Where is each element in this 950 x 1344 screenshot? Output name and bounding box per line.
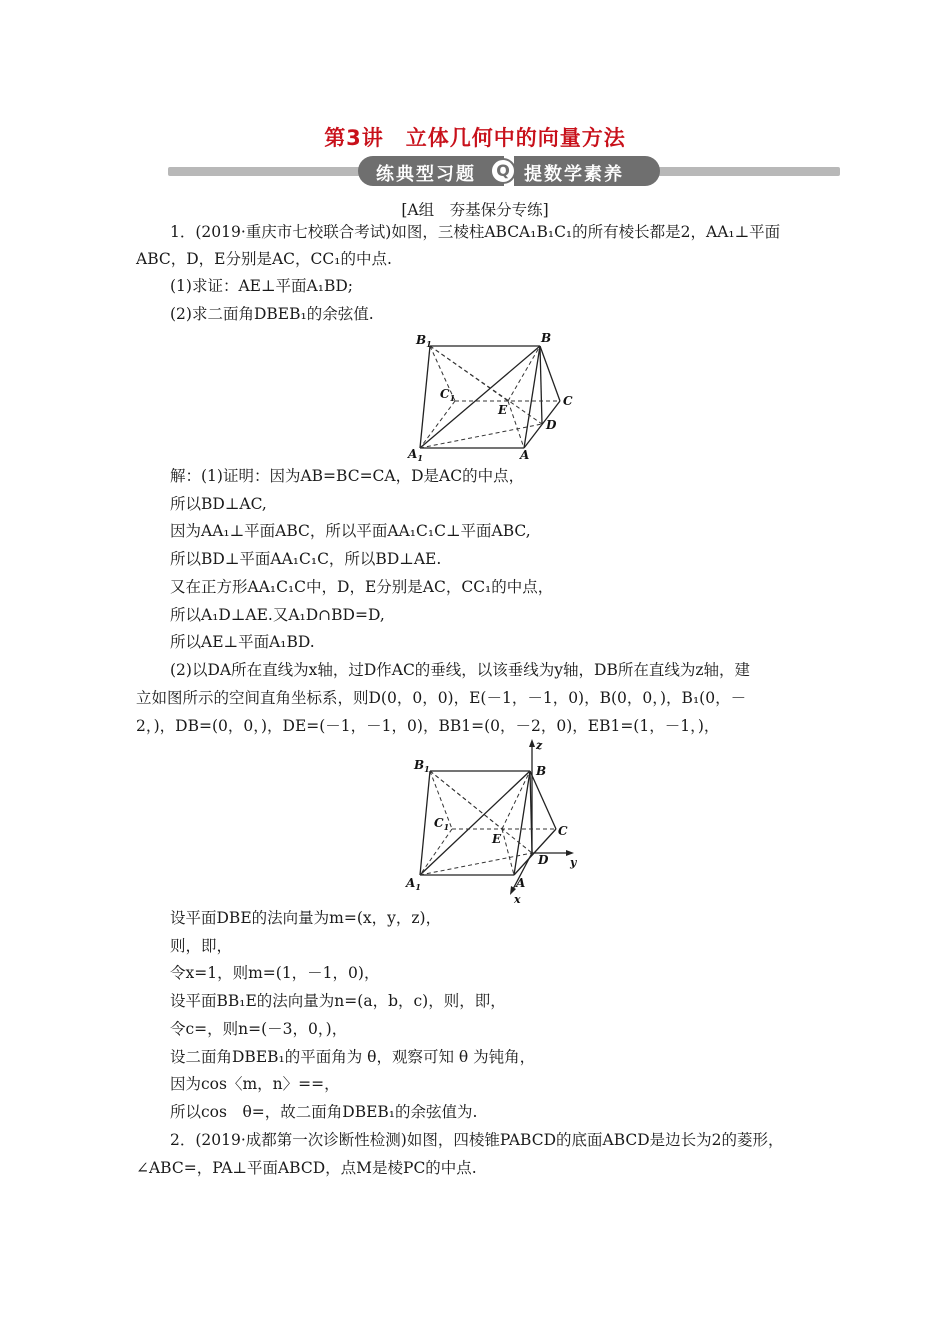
solution-line6: 所以A₁D⊥AE.又A₁D∩BD=D,	[170, 606, 385, 624]
solution-line17: 因为cos〈m，n〉==，	[170, 1075, 340, 1093]
label-d: D	[546, 418, 557, 432]
label-a1: $A_1$	[408, 447, 423, 462]
banner-bar-left	[168, 167, 368, 176]
dash-b1-d	[430, 346, 542, 424]
solution-line14: 设平面BB₁E的法向量为n=(a，b，c)，则，即，	[170, 992, 506, 1010]
axis-z-arrow	[529, 739, 535, 747]
edge-b-a	[524, 346, 540, 448]
edge-b-c	[530, 771, 556, 829]
label-c: C	[558, 824, 568, 838]
solution-line7: 所以AE⊥平面A₁BD.	[170, 633, 315, 651]
label-a: A	[516, 876, 526, 890]
dash-e-a	[508, 401, 524, 448]
problem2-line1: 2．(2019·成都第一次诊断性检测)如图，四棱锥PABCD的底面ABCD是边长为2的菱形，	[170, 1131, 784, 1149]
banner-left-label: 练典型习题	[376, 164, 476, 185]
section-label: [A组 夯基保分专练]	[401, 201, 549, 219]
solution-line2: 所以BD⊥AC,	[170, 495, 267, 513]
banner-bar-right	[648, 167, 840, 176]
label-d: D	[538, 853, 549, 867]
edge-a1-b	[420, 346, 540, 448]
edge-b-c	[540, 346, 560, 401]
label-e: E	[498, 403, 508, 417]
banner-right-label: 提数学素养	[524, 164, 624, 185]
label-x: x	[514, 893, 521, 905]
figure-prism-2	[400, 735, 590, 905]
solution-line13: 令x=1，则m=(1，－1，0)，	[170, 964, 380, 982]
banner-left-pill	[358, 156, 504, 186]
solution-line10: 2，)，DB=(0，0，)，DE=(－1，－1，0)，BB1=(0，－2，0)，EB1=(1，－1，)，	[136, 717, 720, 735]
dash-c1-a1	[420, 829, 452, 875]
problem1-part1: (1)求证：AE⊥平面A₁BD;	[170, 277, 353, 295]
solution-line9: 立如图所示的空间直角坐标系，则D(0，0，0)，E(－1，－1，0)，B(0，0，)，B₁(0，－	[136, 689, 747, 707]
problem1-part2: (2)求二面角DBEB₁的余弦值.	[170, 305, 374, 323]
problem1-line2: ABC，D，E分别是AC，CC₁的中点.	[136, 250, 392, 268]
edge-b1-a1	[420, 771, 430, 875]
banner-right-pill	[514, 156, 660, 186]
solution-line12: 则，即，	[170, 937, 233, 955]
solution-line15: 令c=，则n=(－3，0，)，	[170, 1020, 348, 1038]
label-e: E	[492, 832, 502, 846]
label-a1: $A_1$	[406, 876, 421, 892]
label-c1: $C_1$	[434, 816, 450, 832]
solution-line11: 设平面DBE的法向量为m=(x，y，z)，	[170, 909, 442, 927]
figure-prism-1	[400, 328, 590, 462]
dash-a1-d	[420, 424, 542, 448]
solution-line4: 所以BD⊥平面AA₁C₁C，所以BD⊥AE.	[170, 550, 442, 568]
label-c1: $C_1$	[440, 387, 456, 403]
solution-line16: 设二面角DBEB₁的平面角为 θ，观察可知 θ 为钝角，	[170, 1048, 536, 1066]
label-b: B	[536, 764, 547, 778]
dash-e-a	[502, 829, 514, 875]
solution-line8: (2)以DA所在直线为x轴，过D作AC的垂线，以该垂线为y轴，DB所在直线为z轴，建	[170, 661, 751, 679]
edge-b1-a1	[420, 346, 430, 448]
label-a: A	[520, 448, 530, 462]
edge-b-d	[540, 346, 542, 424]
label-y: y	[570, 856, 577, 869]
label-c: C	[563, 394, 573, 408]
banner-q-icon: Q	[490, 158, 516, 184]
label-b: B	[541, 331, 552, 345]
problem1-line1: 1．(2019·重庆市七校联合考试)如图，三棱柱ABCA₁B₁C₁的所有棱长都是2，AA₁⊥平面	[170, 223, 781, 241]
solution-line1: 解：(1)证明：因为AB=BC=CA，D是AC的中点，	[170, 467, 525, 485]
label-z: z	[536, 739, 543, 752]
label-b1: $B_1$	[416, 333, 432, 349]
dash-c1-a1	[420, 401, 455, 448]
problem2-line2: ∠ABC=，PA⊥平面ABCD，点M是棱PC的中点.	[136, 1159, 477, 1177]
label-b1: $B_1$	[414, 758, 430, 774]
section-banner	[168, 156, 840, 186]
solution-line3: 因为AA₁⊥平面ABC，所以平面AA₁C₁C⊥平面ABC,	[170, 522, 531, 540]
solution-line18: 所以cos θ=，故二面角DBEB₁的余弦值为.	[170, 1103, 478, 1121]
page-title: 第3讲 立体几何中的向量方法	[324, 126, 626, 150]
solution-line5: 又在正方形AA₁C₁C中，D，E分别是AC，CC₁的中点，	[170, 578, 554, 596]
